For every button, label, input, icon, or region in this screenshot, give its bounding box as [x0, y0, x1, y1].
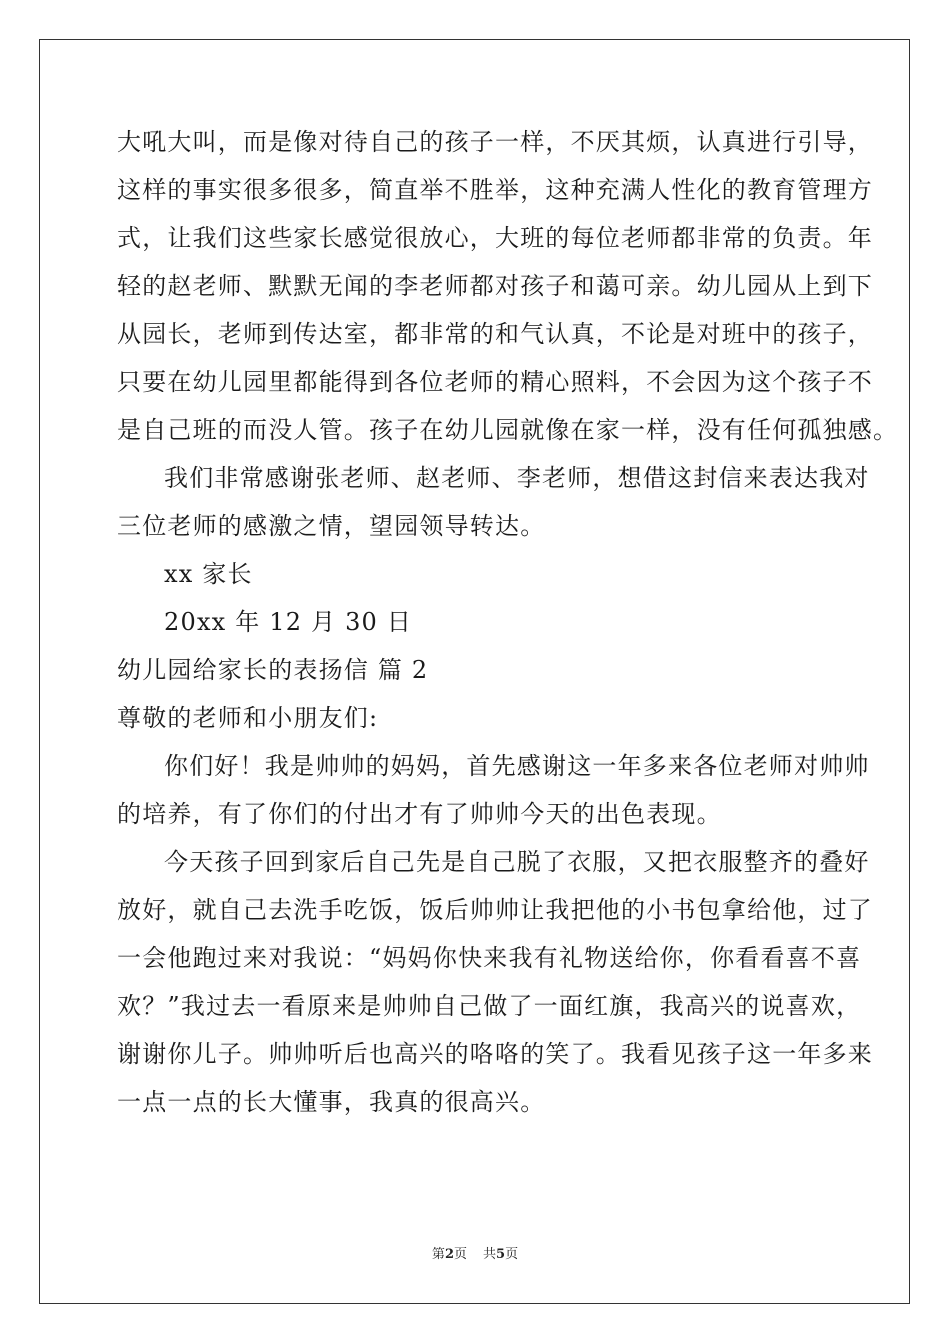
text-line: 一点一点的长大懂事，我真的很高兴。: [117, 1088, 546, 1116]
text-line: 放好，就自己去洗手吃饭，饭后帅帅让我把他的小书包拿给他，过了: [117, 896, 873, 924]
text-line: 是自己班的而没人管。孩子在幼儿园就像在家一样，没有任何孤独感。: [117, 416, 899, 444]
text-line: 三位老师的感激之情，望园领导转达。: [117, 512, 546, 540]
salutation: 尊敬的老师和小朋友们:: [117, 704, 379, 732]
page-number: 2: [444, 1247, 454, 1262]
text-line: 式，让我们这些家长感觉很放心，大班的每位老师都非常的负责。年: [117, 224, 873, 252]
section-title: 幼儿园给家长的表扬信 篇 2: [117, 656, 429, 684]
document-body: [117, 118, 899, 1126]
text-line: 从园长，老师到传达室，都非常的和气认真，不论是对班中的孩子，: [117, 320, 873, 348]
text-line: 大吼大叫，而是像对待自己的孩子一样，不厌其烦，认真进行引导，: [117, 128, 873, 156]
page-suffix: 页: [453, 1247, 467, 1262]
date: 20xx 年 12 月 30 日: [164, 608, 413, 636]
text-line: 谢谢你儿子。帅帅听后也高兴的咯咯的笑了。我看见孩子这一年多来: [117, 1040, 873, 1068]
text-line: 的培养，有了你们的付出才有了帅帅今天的出色表现。: [117, 800, 722, 828]
total-suffix: 页: [505, 1247, 519, 1262]
text-line: 这样的事实很多很多，简直举不胜举，这种充满人性化的教育管理方: [117, 176, 873, 204]
paragraph-story: 今天孩子回到家后自己先是自己脱了衣服，又把衣服整齐的叠好: [164, 848, 870, 876]
signature: xx 家长: [164, 560, 253, 588]
text-line: 只要在幼儿园里都能得到各位老师的精心照料，不会因为这个孩子不: [117, 368, 873, 396]
page-total: 5: [496, 1247, 506, 1262]
text-line: 轻的赵老师、默默无闻的李老师都对孩子和蔼可亲。幼儿园从上到下: [117, 272, 873, 300]
paragraph-greeting: 你们好！我是帅帅的妈妈，首先感谢这一年多来各位老师对帅帅: [164, 752, 870, 780]
text-line: 一会他跑过来对我说：“妈妈你快来我有礼物送给你，你看看喜不喜: [117, 944, 862, 972]
paragraph-thanks: 我们非常感谢张老师、赵老师、李老师，想借这封信来表达我对: [164, 464, 870, 492]
text-line: 欢？”我过去一看原来是帅帅自己做了一面红旗，我高兴的说喜欢，: [117, 992, 862, 1020]
page-footer: [0, 1246, 950, 1264]
page-prefix: 第: [431, 1247, 445, 1262]
total-prefix: 共: [483, 1247, 497, 1262]
